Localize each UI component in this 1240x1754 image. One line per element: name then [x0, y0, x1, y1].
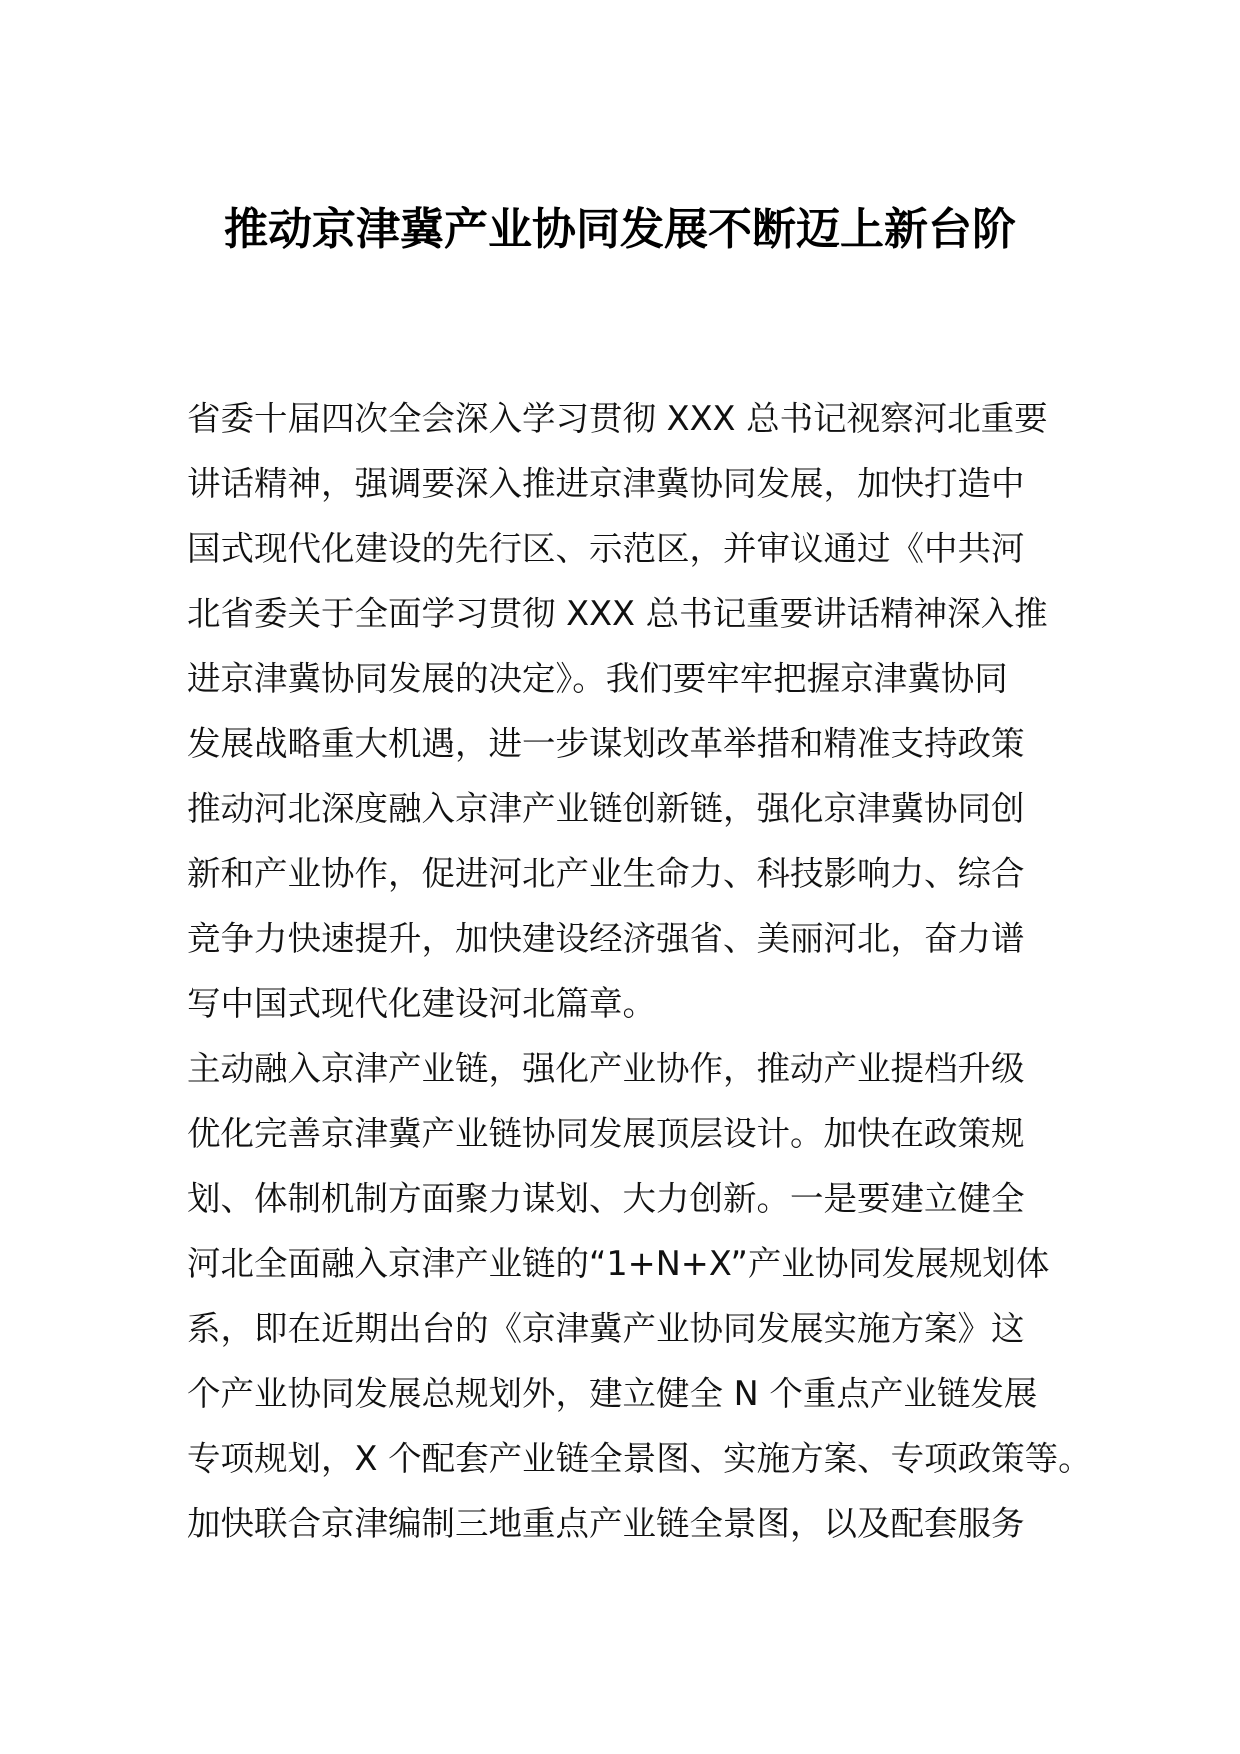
body-line: 优化完善京津冀产业链协同发展顶层设计。加快在政策规: [187, 1114, 1025, 1153]
body-line: 竞争力快速提升，加快建设经济强省、美丽河北，奋力谱: [187, 919, 1025, 958]
body-line: 写中国式现代化建设河北篇章。: [187, 984, 656, 1023]
body-line: 专项规划，X 个配套产业链全景图、实施方案、专项政策等。: [187, 1439, 1092, 1478]
body-line: 系，即在近期出台的《京津冀产业协同发展实施方案》这: [187, 1309, 1025, 1348]
body-line: 加快联合京津编制三地重点产业链全景图，以及配套服务: [187, 1504, 1025, 1543]
body-line: 国式现代化建设的先行区、示范区，并审议通过《中共河: [187, 529, 1025, 568]
body-line: 推动河北深度融入京津产业链创新链，强化京津冀协同创: [187, 789, 1025, 828]
body-line: 新和产业协作，促进河北产业生命力、科技影响力、综合: [187, 854, 1025, 893]
body-line: 个产业协同发展总规划外，建立健全 N 个重点产业链发展: [187, 1374, 1038, 1413]
body-line: 进京津冀协同发展的决定》。我们要牢牢把握京津冀协同: [187, 659, 1008, 698]
body-line: 发展战略重大机遇，进一步谋划改革举措和精准支持政策: [187, 724, 1025, 763]
section-heading: 主动融入京津产业链，强化产业协作，推动产业提档升级: [187, 1049, 1025, 1088]
body-line: 河北全面融入京津产业链的“1+N+X”产业协同发展规划体: [187, 1244, 1050, 1283]
document-body: [187, 386, 1092, 1556]
body-line: 划、体制机制方面聚力谋划、大力创新。一是要建立健全: [187, 1179, 1025, 1218]
body-line: 北省委关于全面学习贯彻 XXX 总书记重要讲话精神深入推: [187, 594, 1048, 633]
body-line: 省委十届四次全会深入学习贯彻 XXX 总书记视察河北重要: [187, 399, 1048, 438]
body-line: 讲话精神，强调要深入推进京津冀协同发展，加快打造中: [187, 464, 1025, 503]
document-title: 推动京津冀产业协同发展不断迈上新台阶: [224, 204, 1016, 255]
